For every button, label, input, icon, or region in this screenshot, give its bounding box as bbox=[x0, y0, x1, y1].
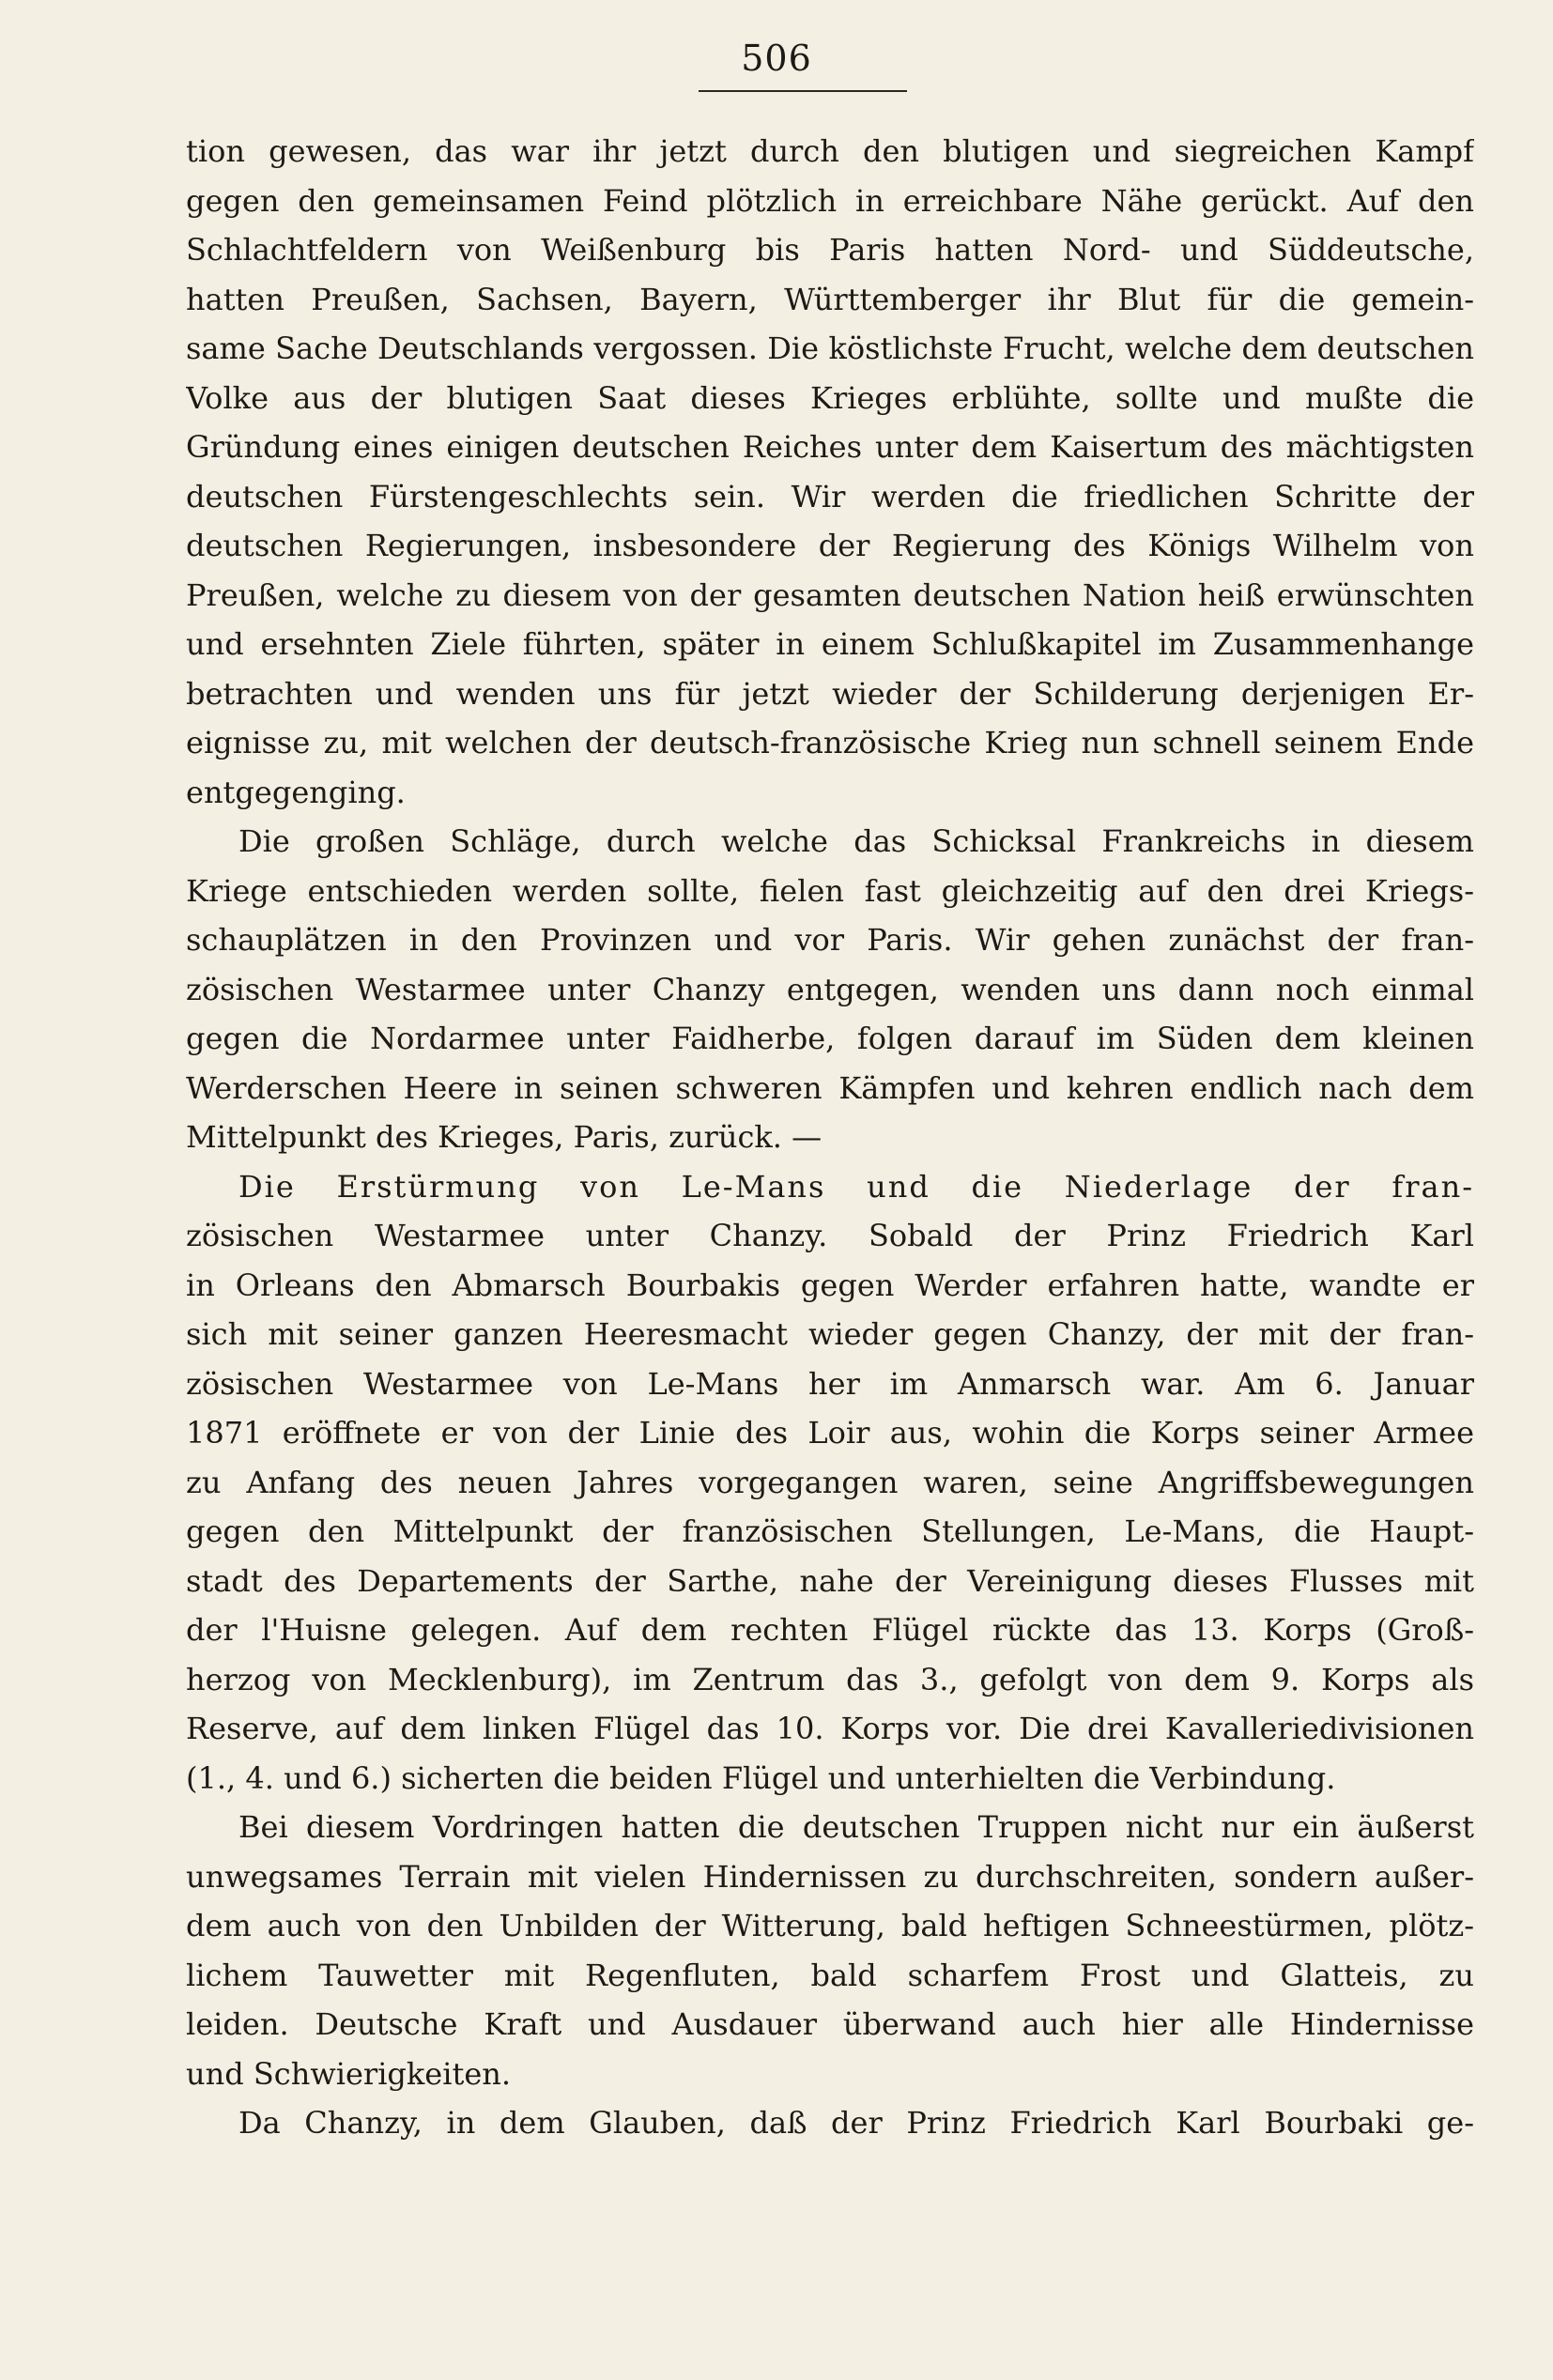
text-line: unwegsames Terrain mit vielen Hindernissen zu durchschreiten, sondern außer- bbox=[186, 1858, 1474, 1895]
text-line: schauplätzen in den Provinzen und vor Paris. Wir gehen zunächst der fran- bbox=[186, 922, 1474, 958]
text-line: Reserve, auf dem linken Flügel das 10. Korps vor. Die drei Kavalleriedivisionen bbox=[186, 1711, 1474, 1746]
text-line: zösischen Westarmee unter Chanzy. Sobald der Prinz Friedrich Karl bbox=[186, 1218, 1474, 1253]
text-line: gegen den Mittelpunkt der französischen Stellungen, Le-Mans, die Haupt- bbox=[186, 1513, 1474, 1549]
text-line: hatten Preußen, Sachsen, Bayern, Württemberger ihr Blut für die gemein- bbox=[186, 281, 1474, 317]
text-line: sich mit seiner ganzen Heeresmacht wieder gegen Chanzy, der mit der fran- bbox=[186, 1316, 1474, 1352]
text-line: gegen den gemeinsamen Feind plötzlich in erreichbare Nähe gerückt. Auf den bbox=[186, 182, 1474, 219]
text-line: eignisse zu, mit welchen der deutsch-französische Krieg nun schnell seinem Ende bbox=[186, 725, 1474, 760]
text-line: dem auch von den Unbilden der Witterung, bald heftigen Schneestürmen, plötz- bbox=[186, 1908, 1474, 1943]
text-line: und ersehnten Ziele führten, später in einem Schlußkapitel im Zusammenhange bbox=[186, 626, 1474, 662]
text-line: betrachten und wenden uns für jetzt wieder der Schilderung derjenigen Er- bbox=[186, 675, 1474, 712]
text-line: Preußen, welche zu diesem von der gesamten deutschen Nation heiß erwünschten bbox=[186, 576, 1474, 613]
text-line: Schlachtfeldern von Weißenburg bis Paris hatten Nord- und Süddeutsche, bbox=[186, 232, 1474, 268]
text-line: Werderschen Heere in seinen schweren Kämpfen und kehren endlich nach dem bbox=[186, 1069, 1474, 1106]
text-line: Die großen Schläge, durch welche das Schicksal Frankreichs in diesem bbox=[238, 823, 1474, 859]
text-line: Gründung eines einigen deutschen Reiches unter dem Kaisertum des mächtigsten bbox=[186, 429, 1474, 465]
text-line: in Orleans den Abmarsch Bourbakis gegen Werder erfahren hatte, wandte er bbox=[186, 1267, 1474, 1303]
text-line: Volke aus der blutigen Saat dieses Krieges erblühte, sollte und mußte die bbox=[186, 379, 1474, 416]
text-line: stadt des Departements der Sarthe, nahe der Vereinigung dieses Flusses mit bbox=[186, 1562, 1474, 1599]
header-rule bbox=[699, 90, 907, 92]
text-line: gegen die Nordarmee unter Faidherbe, folgen darauf im Süden dem kleinen bbox=[186, 1021, 1474, 1056]
text-line: zu Anfang des neuen Jahres vorgegangen waren, seine Angriffsbewegungen bbox=[186, 1464, 1474, 1500]
text-line: (1., 4. und 6.) sicherten die beiden Flügel und unterhielten die Verbindung. bbox=[186, 1759, 1336, 1796]
text-line: leiden. Deutsche Kraft und Ausdauer überwand auch hier alle Hindernisse bbox=[186, 2006, 1474, 2042]
text-line: herzog von Mecklenburg), im Zentrum das 3., gefolgt von dem 9. Korps als bbox=[186, 1661, 1474, 1697]
body-text bbox=[186, 127, 1474, 2148]
text-line: deutschen Regierungen, insbesondere der Regierung des Königs Wilhelm von bbox=[186, 528, 1474, 563]
text-line: Mittelpunkt des Krieges, Paris, zurück. — bbox=[186, 1119, 823, 1155]
section-heading-line: Die Erstürmung von Le-Mans und die Niederlage der fran- bbox=[238, 1168, 1474, 1205]
text-line: entgegenging. bbox=[186, 774, 406, 810]
text-line: 1871 eröffnete er von der Linie des Loir aus, wohin die Korps seiner Armee bbox=[186, 1415, 1474, 1451]
text-line: deutschen Fürstengeschlechts sein. Wir werden die friedlichen Schritte der bbox=[186, 478, 1474, 514]
text-line: same Sache Deutschlands vergossen. Die köstlichste Frucht, welche dem deutschen bbox=[186, 330, 1474, 366]
page-number: 506 bbox=[741, 38, 812, 79]
text-line: Kriege entschieden werden sollte, fielen fast gleichzeitig auf den drei Kriegs- bbox=[186, 872, 1474, 909]
text-line: und Schwierigkeiten. bbox=[186, 2055, 512, 2092]
text-line: tion gewesen, das war ihr jetzt durch den blutigen und siegreichen Kampf bbox=[186, 133, 1474, 169]
text-line: lichem Tauwetter mit Regenfluten, bald scharfem Frost und Glatteis, zu bbox=[186, 1957, 1474, 1993]
text-line: zösischen Westarmee von Le-Mans her im Anmarsch war. Am 6. Januar bbox=[186, 1365, 1474, 1402]
text-line: zösischen Westarmee unter Chanzy entgegen, wenden uns dann noch einmal bbox=[186, 971, 1474, 1007]
text-line: Da Chanzy, in dem Glauben, daß der Prinz Friedrich Karl Bourbaki ge- bbox=[238, 2105, 1474, 2141]
text-line: der l'Huisne gelegen. Auf dem rechten Flügel rückte das 13. Korps (Groß- bbox=[186, 1612, 1474, 1648]
text-line: Bei diesem Vordringen hatten die deutschen Truppen nicht nur ein äußerst bbox=[238, 1809, 1474, 1845]
